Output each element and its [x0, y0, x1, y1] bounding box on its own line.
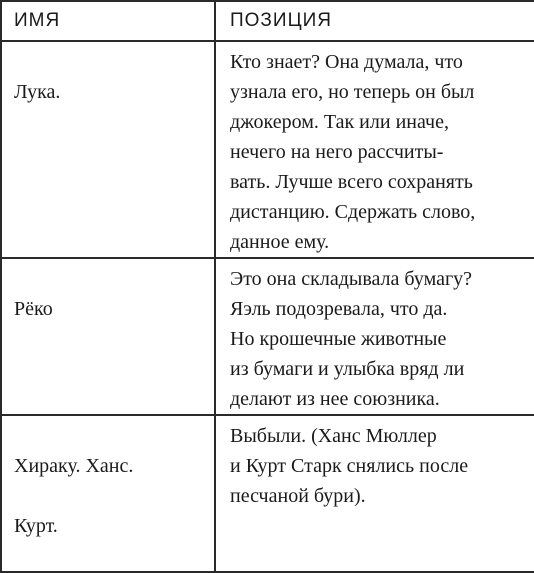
position-line: нечего на него рассчиты- [230, 141, 444, 163]
position-line: дистанцию. Сдержать слово, [230, 201, 476, 223]
position-line: песчаной бури). [230, 485, 366, 507]
name-cell [1, 258, 215, 415]
position-line: джокером. Так или иначе, [230, 111, 449, 133]
name-line: Курт. [14, 515, 58, 537]
position-line: Выбыли. (Ханс Мюллер [230, 425, 437, 447]
position-line: Это она складывала бумагу? [230, 268, 473, 290]
header-name [1, 1, 215, 41]
position-line: Кто знает? Она думала, что [230, 51, 463, 73]
position-line: узнала его, но теперь он был [230, 81, 475, 103]
position-cell [215, 41, 534, 258]
position-cell [215, 415, 534, 572]
name-cell [1, 41, 215, 258]
position-line: делают из нее союзника. [230, 388, 440, 410]
name-line: Лука. [14, 81, 61, 103]
header-name-label: ИМЯ [14, 10, 61, 31]
position-line: Но крошечные животные [230, 328, 447, 350]
header-position-label: ПОЗИЦИЯ [230, 10, 332, 31]
name-line: Хираку. Ханс. [14, 455, 134, 477]
table-row [1, 41, 534, 258]
position-cell [215, 258, 534, 415]
name-line: Рёко [14, 298, 53, 320]
table-row [1, 258, 534, 415]
position-line: Яэль подозревала, что да. [230, 298, 448, 320]
table-row [1, 415, 534, 572]
name-cell [1, 415, 215, 572]
table-header-row [1, 1, 534, 41]
header-position [215, 1, 534, 41]
position-line: из бумаги и улыбка вряд ли [230, 358, 465, 380]
position-line: и Курт Старк снялись после [230, 455, 469, 477]
position-line: данное ему. [230, 231, 330, 253]
position-line: вать. Лучше всего сохранять [230, 171, 473, 193]
